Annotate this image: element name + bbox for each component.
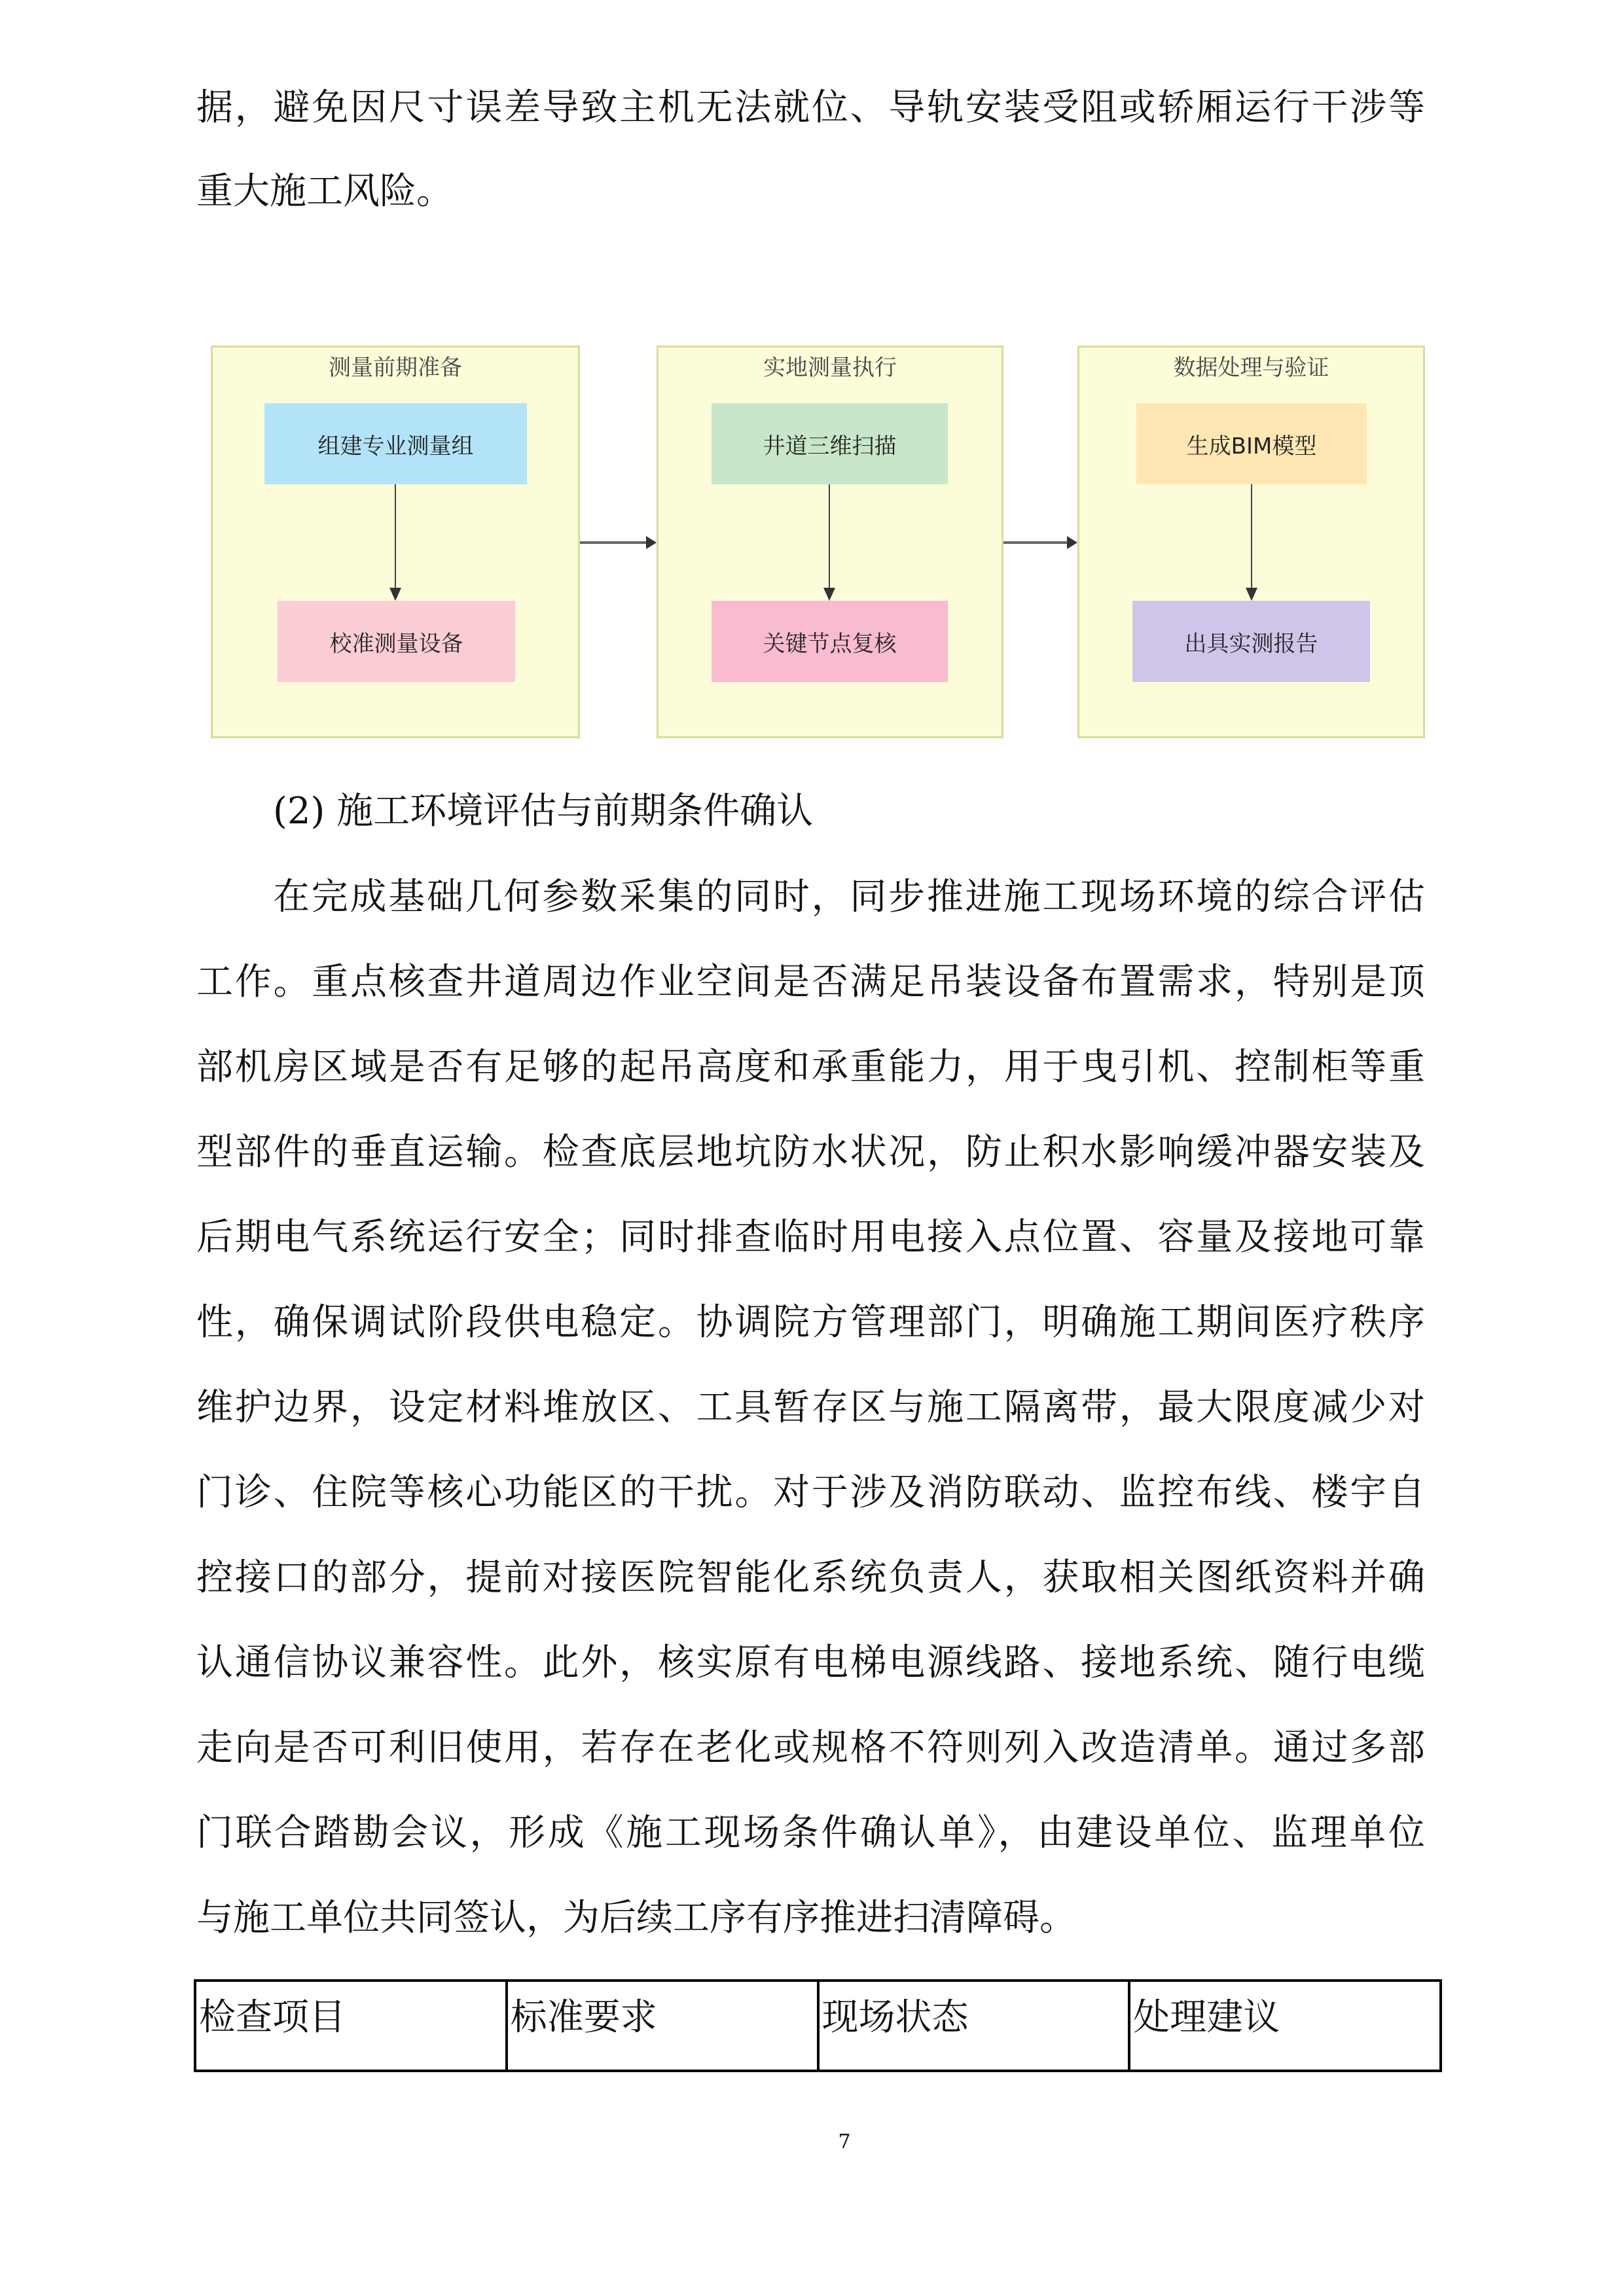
node-top [264,403,527,484]
node-bottom [712,601,948,682]
body-text-line: 性，确保调试阶段供电稳定。协调院方管理部门，明确施工期间医疗秩序 [196,1301,1425,1344]
body-text-line: 认通信协议兼容性。此外，核实原有电梯电源线路、接地系统、随行电缆 [196,1641,1425,1684]
page-number: 7 [838,2130,851,2153]
arrow-head-icon [823,588,835,601]
arrow-head-icon [1246,588,1257,601]
body-text-line: 与施工单位共同签认，为后续工序有序推进扫清障碍。 [196,1897,1076,1939]
arrow-line [580,541,646,544]
lane-title: 数据处理与验证 [1173,355,1329,381]
body-text-line: 工作。重点核查井道周边作业空间是否满足吊装设备布置需求，特别是顶 [196,961,1425,1003]
lane-title: 实地测量执行 [763,355,897,381]
body-text-line: 门诊、住院等核心功能区的干扰。对于涉及消防联动、监控布线、楼宇自 [196,1471,1425,1514]
node-label: 出具实测报告 [1184,630,1318,657]
node-label: 关键节点复核 [763,630,897,657]
body-text-line: 部机房区域是否有足够的起吊高度和承重能力，用于曳引机、控制柜等重 [196,1046,1425,1088]
arrow-line [1003,541,1067,544]
node-label: 组建专业测量组 [317,433,474,459]
table-header-cell: 现场状态 [818,1981,1130,2071]
node-label: 校准测量设备 [329,630,463,657]
arrow-line [395,484,396,588]
body-text-line: 在完成基础几何参数采集的同时，同步推进施工现场环境的综合评估 [273,876,1425,918]
table-header-cell: 处理建议 [1129,1981,1441,2071]
body-text-line: 走向是否可利旧使用，若存在老化或规格不符则列入改造清单。通过多部 [196,1727,1425,1769]
section-heading: (2) 施工环境评估与前期条件确认 [273,790,814,833]
table-header-cell: 标准要求 [507,1981,818,2071]
body-text-line: 后期电气系统运行安全；同时排查临时用电接入点位置、容量及接地可靠 [196,1216,1425,1259]
table-header-row [195,1981,1441,2071]
arrow-line [1251,484,1252,588]
body-text-line: 控接口的部分，提前对接医院智能化系统负责人，获取相关图纸资料并确 [196,1556,1425,1599]
node-label: 生成BIM模型 [1186,433,1317,459]
node-label: 井道三维扫描 [763,433,897,459]
body-text-line: 门联合踏勘会议，形成《施工现场条件确认单》，由建设单位、监理单位 [196,1812,1425,1854]
lane-title: 测量前期准备 [329,355,462,381]
arrow-head-icon [646,536,657,549]
arrow-line [829,484,830,588]
body-text-line: 重大施工风险。 [196,170,453,213]
body-text-line: 据，避免因尺寸误差导致主机无法就位、导轨安装受阻或轿厢运行干涉等 [196,86,1425,129]
inspection-table [194,1979,1442,2072]
body-text-line: 维护边界，设定材料堆放区、工具暂存区与施工隔离带，最大限度减少对 [196,1386,1425,1429]
node-top [712,403,948,484]
arrow-head-icon [1067,536,1077,549]
table-header-cell: 检查项目 [195,1981,507,2071]
node-bottom [278,601,515,682]
node-bottom [1132,601,1370,682]
node-top [1136,403,1367,484]
arrow-head-icon [389,588,401,601]
body-text-line: 型部件的垂直运输。检查底层地坑防水状况，防止积水影响缓冲器安装及 [196,1131,1425,1174]
